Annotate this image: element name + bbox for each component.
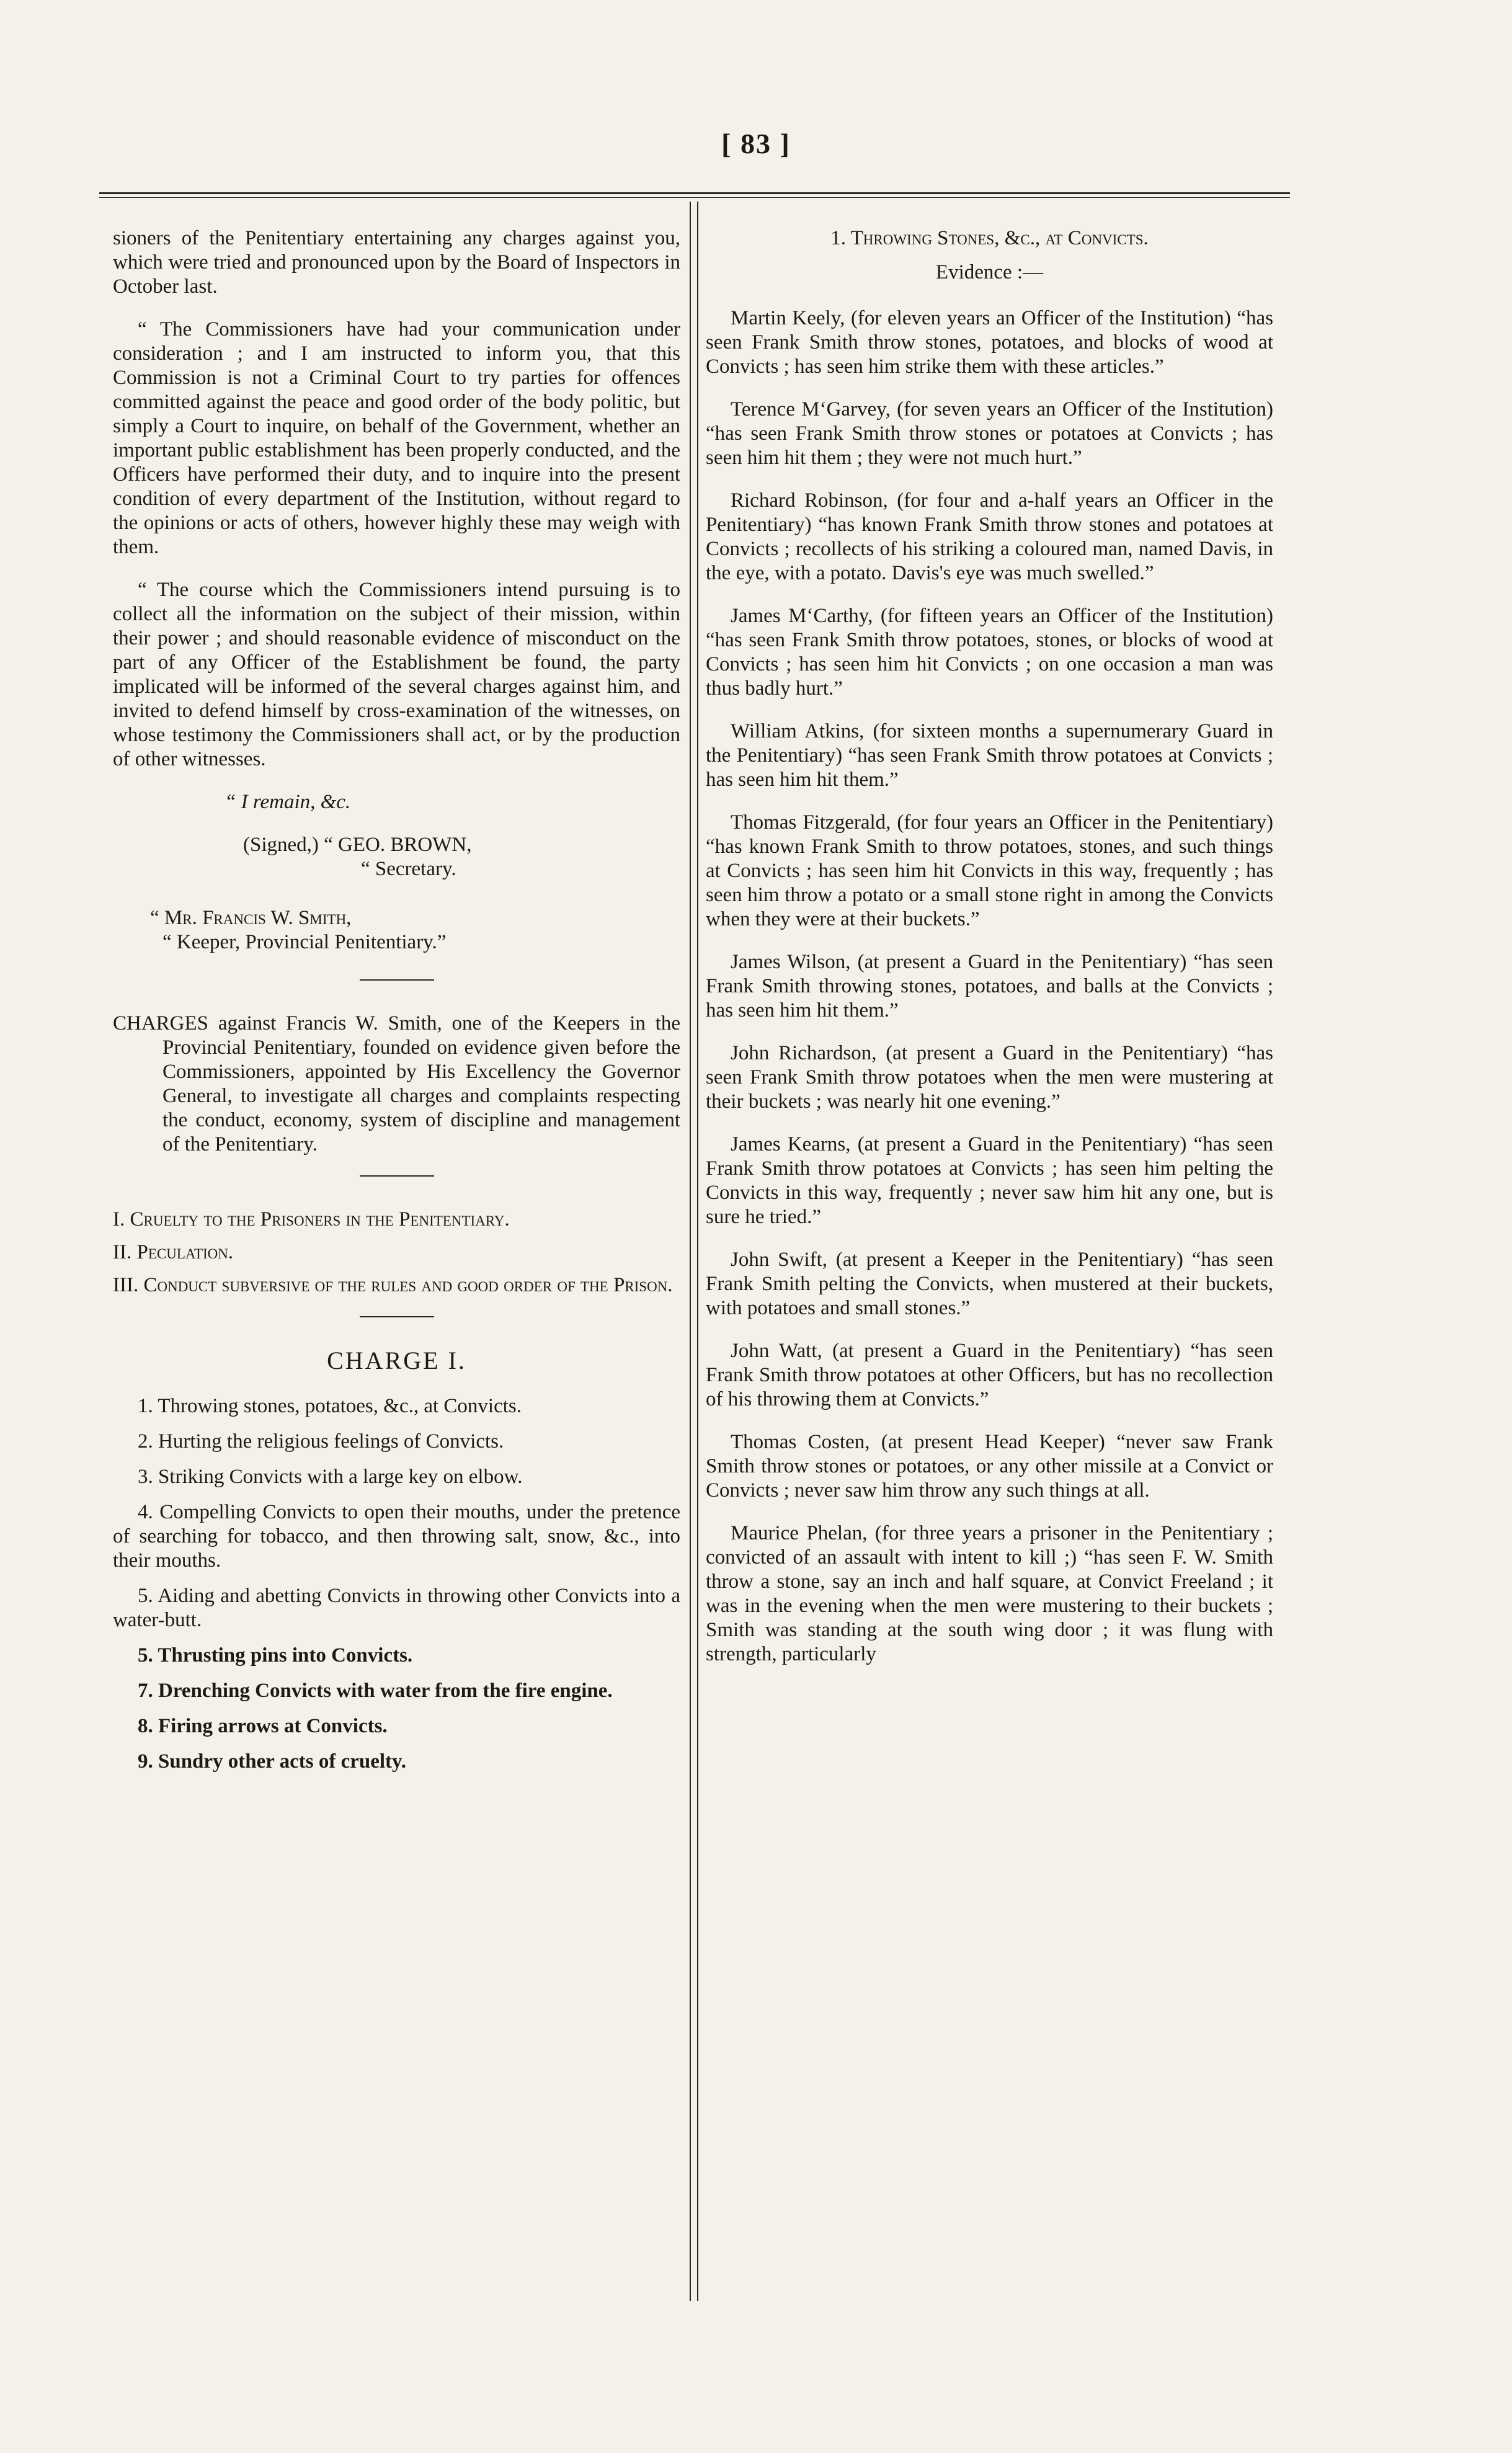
header-rule	[99, 192, 1290, 194]
section-divider	[360, 1175, 434, 1177]
letter-signature: (Signed,) “ GEO. BROWN,	[243, 834, 472, 856]
charge-category: II. Peculation.	[113, 1241, 234, 1263]
letter-addressee	[113, 906, 680, 930]
paragraph-commission-letter: “ The Commissioners have had your communication under consideration ; and I am instructed to inform you, that this Commission is not a Criminal Court to try parties for offences committed against the peace and good order of the body politic, but simply a Court to inquire, on behalf of the Government, whether an important public establishment has been properly conducted, and the Officers have performed their duty, and to inquire into the present condition of every department of the Institution, without regard to the opinions or acts of others, however highly these may weigh with them.	[113, 318, 680, 558]
column-divider	[690, 202, 698, 2301]
section-divider	[360, 979, 434, 981]
testimony-paragraph: Maurice Phelan, (for three years a prisoner in the Penitentiary ; convicted of an assault with intent to kill ;) “has seen F. W. Smith throw a stone, say an inch and half square, at Convict Freeland ; it was in the evening when the men were mustering to their buckets ; Smith was standing at the south wing door ; it was flung with strength, particularly	[706, 1522, 1273, 1665]
charge-category: III. Conduct subversive of the rules and good order of the Prison.	[113, 1274, 673, 1296]
charge-item: 1. Throwing stones, potatoes, &c., at Convicts.	[138, 1395, 522, 1417]
charge-category: I. Cruelty to the Prisoners in the Penitentiary.	[113, 1208, 510, 1231]
charge-item: 8. Firing arrows at Convicts.	[138, 1715, 388, 1737]
testimony-paragraph: John Richardson, (at present a Guard in the Penitentiary) “has seen Frank Smith throw potatoes when the men were mustering at their buckets ; was nearly hit one evening.”	[706, 1042, 1273, 1113]
addressee-name: “ Mr. Francis W. Smith,	[150, 907, 352, 929]
paragraph-commission-course: “ The course which the Commissioners intend pursuing is to collect all the information on the subject of their mission, within their power ; and should reasonable evidence of misconduct on the part of any Officer of the Establishment be found, the party implicated will be informed of the several charges against him, and invited to defend himself by cross-examination of the witnesses, on whose testimony the Commissioners shall act, or by the production of other witnesses.	[113, 579, 680, 770]
charge-item: 7. Drenching Convicts with water from the fire engine.	[138, 1680, 613, 1702]
paragraph-continuation: sioners of the Penitentiary entertaining any charges against you, which were tried and pronounced upon by the Board of Inspectors in October last.	[113, 227, 680, 298]
testimony-paragraph: William Atkins, (for sixteen months a supernumerary Guard in the Penitentiary) “has seen Frank Smith throw potatoes at Convicts ; has seen him hit them.”	[706, 720, 1273, 791]
page-number: [ 83 ]	[721, 128, 791, 159]
header-rule-thin	[99, 197, 1290, 198]
testimony-paragraph: Martin Keely, (for eleven years an Officer of the Institution) “has seen Frank Smith throw stones, potatoes, and blocks of wood at Convicts ; has seen him strike them with these articles.”	[706, 307, 1273, 378]
charge-item: 5. Aiding and abetting Convicts in throwing other Convicts into a water-butt.	[113, 1585, 680, 1631]
testimony-paragraph: Richard Robinson, (for four and a-half years an Officer in the Penitentiary) “has known Frank Smith throw stones and potatoes at Convicts ; recollects of his striking a coloured man, named Davis, in the eye, with a potato. Davis's eye was much swelled.”	[706, 489, 1273, 584]
right-column	[706, 226, 1273, 2298]
letter-addressee-title: “ Keeper, Provincial Penitentiary.”	[162, 931, 447, 953]
charge-item: 4. Compelling Convicts to open their mouths, under the pretence of searching for tobacco, and then throwing salt, snow, &c., into their mouths.	[113, 1501, 680, 1572]
evidence-section-heading: 1. Throwing Stones, &c., at Convicts.	[830, 227, 1149, 249]
charge-title: CHARGE I.	[327, 1347, 466, 1374]
testimony-paragraph: James M‘Carthy, (for fifteen years an Officer of the Institution) “has seen Frank Smith throw potatoes, stones, or blocks of wood at Convicts ; has seen him hit Convicts ; on one occasion a man was thus badly hurt.”	[706, 605, 1273, 700]
testimony-paragraph: John Swift, (at present a Keeper in the Penitentiary) “has seen Frank Smith pelting the Convicts, when mustered at their buckets, with potatoes and small stones.”	[706, 1249, 1273, 1319]
charges-intro: CHARGES against Francis W. Smith, one of the Keepers in the Provincial Penitentiary, founded on evidence given before the Commissioners, appointed by His Excellency the Governor General, to investigate all charges and complaints respecting the conduct, economy, system of discipline and management of the Penitentiary.	[113, 1012, 680, 1155]
left-column	[113, 226, 680, 2298]
letter-closing: “ I remain, &c.	[225, 791, 351, 813]
testimony-paragraph: Thomas Costen, (at present Head Keeper) “never saw Frank Smith throw stones or potatoes, or any other missile at a Convict or Convicts ; never saw him throw any such things at all.	[706, 1431, 1273, 1502]
charge-item: 3. Striking Convicts with a large key on elbow.	[138, 1466, 523, 1488]
evidence-label: Evidence :—	[935, 261, 1044, 283]
charge-item: 9. Sundry other acts of cruelty.	[138, 1750, 406, 1773]
testimony-paragraph: Thomas Fitzgerald, (for four years an Officer in the Penitentiary) “has known Frank Smith to throw potatoes, stones, and such things at Convicts ; has seen him hit Convicts in this way, frequently ; has seen him throw a potato or a small stone right in among the Convicts when they were at their buckets.”	[706, 811, 1273, 930]
testimony-paragraph: James Kearns, (at present a Guard in the Penitentiary) “has seen Frank Smith throw potatoes at Convicts ; has seen him pelting the Convicts in this way, frequently ; never saw him hit any one, but is sure he tried.”	[706, 1133, 1273, 1228]
charge-item: 2. Hurting the religious feelings of Convicts.	[138, 1430, 504, 1453]
testimony-paragraph: John Watt, (at present a Guard in the Penitentiary) “has seen Frank Smith throw potatoes at other Officers, but has no recollection of his throwing them at Convicts.”	[706, 1340, 1273, 1410]
testimony-paragraph: Terence M‘Garvey, (for seven years an Officer of the Institution) “has seen Frank Smith throw stones or potatoes at Convicts ; has seen him hit them ; they were not much hurt.”	[706, 398, 1273, 469]
testimony-paragraph: James Wilson, (at present a Guard in the Penitentiary) “has seen Frank Smith throwing stones, potatoes, and balls at the Convicts ; has seen him hit them.”	[706, 951, 1273, 1022]
section-divider	[360, 1316, 434, 1317]
charge-item: 5. Thrusting pins into Convicts.	[138, 1644, 413, 1667]
letter-signature-title: “ Secretary.	[361, 858, 456, 880]
